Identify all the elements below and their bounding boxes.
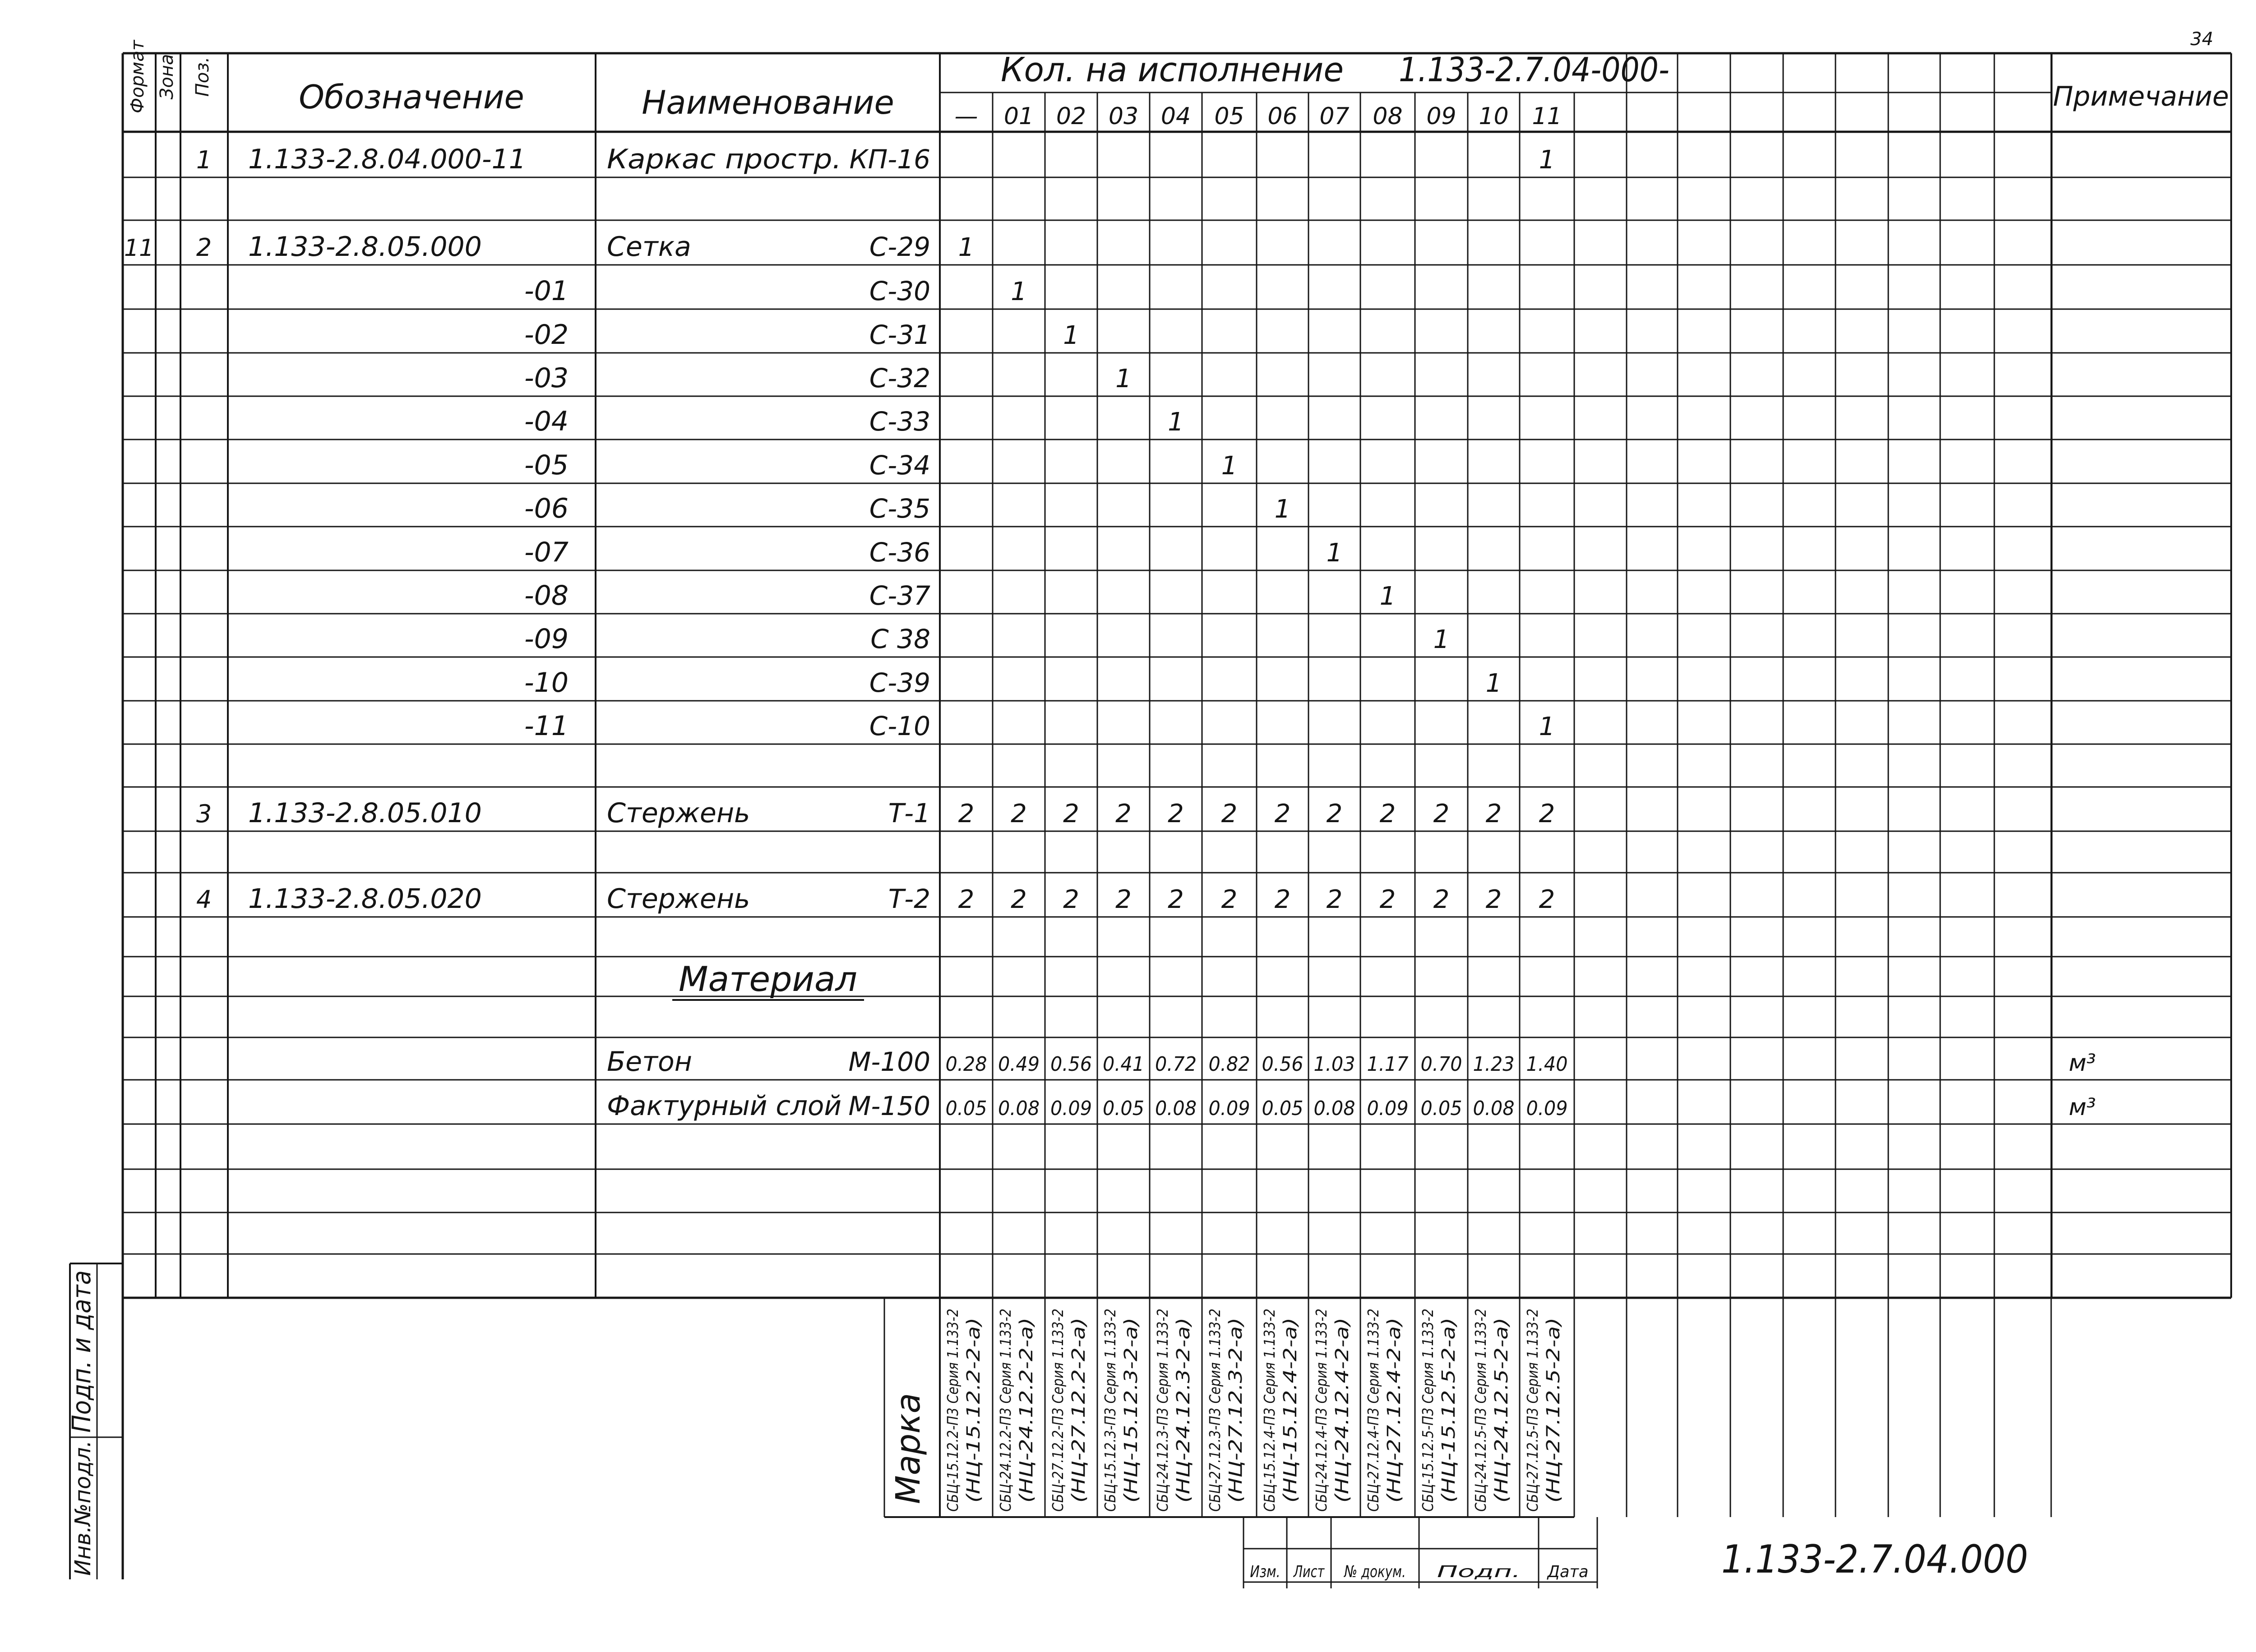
header-zone: Зона [157, 54, 177, 100]
row-mark: С 38 [870, 624, 930, 654]
qty-value: 0.56 [1262, 1053, 1304, 1076]
mark-code: (НЦ-15.12.5-2-а) [1438, 1350, 1459, 1503]
qty-value: 2 [1221, 885, 1238, 914]
row-mark: С-39 [869, 667, 930, 698]
qty-value: 1 [1221, 451, 1238, 481]
mark-designation: СБЦ-24.12.4-П3 Серия 1.133-2 [1313, 1277, 1330, 1512]
variant-label: 01 [1003, 103, 1034, 130]
mark-designation: СБЦ-27.12.2-П3 Серия 1.133-2 [1049, 1277, 1067, 1512]
header-note: Примечание [2053, 81, 2229, 112]
variant-label: 05 [1214, 103, 1244, 130]
qty-value: 0.05 [945, 1097, 987, 1120]
row-note: м³ [2069, 1094, 2096, 1121]
qty-value: 1 [1433, 625, 1450, 654]
mark-code: (НЦ-24.12.2-2-а) [1016, 1350, 1037, 1503]
qty-value: 1 [1326, 538, 1343, 568]
mark-code: (НЦ-15.12.4-2-а) [1280, 1350, 1301, 1503]
qty-value: 0.09 [1526, 1097, 1568, 1120]
qty-value: 2 [1274, 799, 1291, 828]
row-mark: С-37 [869, 580, 930, 611]
qty-value: 2 [1379, 885, 1396, 914]
qty-value: 2 [1485, 885, 1502, 914]
mark-code: (НЦ-24.12.5-2-а) [1491, 1350, 1512, 1503]
mark-designation: СБЦ-27.12.5-П3 Серия 1.133-2 [1524, 1277, 1541, 1512]
row-pos: 2 [196, 233, 212, 262]
row-designation: 1.133-2.8.05.020 [248, 883, 482, 915]
row-designation: -09 [524, 623, 569, 655]
title-block-label: Лист [1293, 1563, 1325, 1581]
mark-designation: СБЦ-24.12.5-П3 Серия 1.133-2 [1472, 1277, 1489, 1512]
row-format: 11 [124, 235, 154, 262]
qty-value: 0.28 [945, 1053, 987, 1076]
qty-value: 1 [1168, 407, 1184, 437]
mark-code: (НЦ-27.12.5-2-а) [1543, 1350, 1564, 1503]
mark-designation: СБЦ-27.12.4-П3 Серия 1.133-2 [1364, 1277, 1382, 1512]
qty-value: 1 [1539, 712, 1555, 741]
variant-label: 09 [1426, 103, 1456, 130]
header-name: Наименование [642, 83, 894, 121]
row-pos: 4 [196, 885, 212, 914]
variant-label: 11 [1532, 103, 1562, 130]
qty-value: 2 [1063, 799, 1079, 828]
title-block-label: Подп. [1437, 1563, 1521, 1581]
header-quantity-title: Кол. на исполнение [1001, 51, 1344, 89]
variant-label: 10 [1479, 103, 1509, 130]
mark-code: (НЦ-15.12.2-2-а) [963, 1350, 984, 1503]
row-mark: С-36 [869, 537, 930, 568]
qty-value: 2 [1274, 885, 1291, 914]
mark-designation: СБЦ-15.12.4-П3 Серия 1.133-2 [1261, 1277, 1278, 1512]
row-mark: М-100 [848, 1046, 930, 1077]
qty-value: 0.08 [1313, 1097, 1355, 1120]
qty-value: 2 [1379, 799, 1396, 828]
row-designation: 1.133-2.8.05.000 [248, 231, 482, 263]
row-mark: С-35 [869, 493, 930, 524]
qty-value: 1.03 [1313, 1053, 1355, 1076]
qty-value: 1 [1274, 495, 1291, 524]
document-code: 1.133-2.7.04.000 [1721, 1537, 2028, 1582]
qty-value: 2 [1433, 885, 1450, 914]
row-mark: С-34 [869, 450, 930, 481]
qty-value: 0.09 [1367, 1097, 1409, 1120]
mark-designation: СБЦ-15.12.2-П3 Серия 1.133-2 [944, 1277, 962, 1512]
row-name: Сетка [607, 231, 691, 263]
header-pos: Поз. [192, 56, 213, 97]
qty-value: 2 [1326, 885, 1343, 914]
qty-value: 2 [1168, 799, 1184, 828]
row-designation: 1.133-2.8.05.010 [248, 797, 482, 829]
qty-value: 0.05 [1420, 1097, 1462, 1120]
row-designation: -03 [524, 362, 569, 394]
qty-value: 1.23 [1473, 1053, 1515, 1076]
variant-label: 02 [1056, 103, 1086, 130]
qty-value: 1 [1115, 364, 1132, 393]
row-designation: -11 [524, 710, 569, 742]
page-number: 34 [2190, 29, 2214, 50]
mark-designation: СБЦ-15.12.3-П3 Серия 1.133-2 [1101, 1277, 1119, 1512]
mark-code: (НЦ-27.12.4-2-а) [1384, 1350, 1405, 1503]
marks-label: Марка [889, 1393, 928, 1504]
qty-value: 2 [1221, 799, 1238, 828]
mark-code: (НЦ-27.12.3-2-а) [1225, 1350, 1246, 1503]
row-designation: -10 [524, 667, 569, 699]
qty-value: 2 [1115, 885, 1132, 914]
row-name: Бетон [607, 1046, 692, 1078]
qty-value: 1 [1485, 669, 1502, 698]
qty-value: 0.05 [1103, 1097, 1144, 1120]
row-designation: -07 [524, 537, 569, 568]
row-mark: С-31 [869, 319, 930, 350]
variant-label: 07 [1319, 103, 1350, 130]
row-name: Стержень [607, 797, 750, 829]
qty-value: 0.41 [1103, 1053, 1144, 1076]
row-designation: -05 [524, 449, 569, 481]
row-designation: 1.133-2.8.04.000-11 [248, 143, 526, 175]
header-format: Формат [127, 40, 148, 114]
qty-value: 1 [1011, 277, 1027, 306]
qty-value: 1 [1063, 321, 1079, 350]
row-name: Каркас простр. [607, 143, 841, 175]
qty-value: 2 [1168, 885, 1184, 914]
header-quantity-code: 1.133-2.7.04-000- [1399, 51, 1669, 89]
row-mark: С-29 [869, 231, 930, 262]
qty-value: 0.72 [1155, 1053, 1197, 1076]
mark-designation: СБЦ-27.12.3-П3 Серия 1.133-2 [1206, 1277, 1224, 1512]
qty-value: 0.82 [1208, 1053, 1250, 1076]
row-name: Стержень [607, 883, 750, 915]
qty-value: 0.49 [998, 1053, 1040, 1076]
row-designation: -04 [524, 406, 569, 437]
header-designation: Обозначение [299, 78, 524, 116]
side-stamp-sign-date: Подп. и дата [67, 1260, 97, 1433]
variant-label: 03 [1108, 103, 1139, 130]
mark-code: (НЦ-24.12.4-2-а) [1332, 1350, 1353, 1503]
qty-value: 2 [1063, 885, 1079, 914]
qty-value: 0.08 [1473, 1097, 1515, 1120]
row-name: Фактурный слой [607, 1090, 841, 1122]
qty-value: 0.56 [1050, 1053, 1092, 1076]
qty-value: 0.08 [998, 1097, 1040, 1120]
row-designation: -06 [524, 493, 569, 524]
row-pos: 1 [196, 146, 212, 174]
title-block-label: Изм. [1250, 1563, 1281, 1581]
qty-value: 1 [1379, 582, 1396, 611]
qty-value: 2 [958, 799, 975, 828]
qty-value: 2 [1539, 885, 1555, 914]
qty-value: 0.09 [1208, 1097, 1250, 1120]
qty-value: 1 [958, 233, 975, 262]
variant-label: 04 [1160, 103, 1191, 130]
row-mark: С-32 [869, 363, 930, 393]
title-block-label: № докум. [1343, 1563, 1406, 1581]
mark-designation: СБЦ-24.12.2-П3 Серия 1.133-2 [997, 1277, 1014, 1512]
qty-value: 1.40 [1526, 1053, 1568, 1076]
mark-code: (НЦ-27.12.2-2-а) [1068, 1350, 1089, 1503]
qty-value: 2 [1011, 885, 1027, 914]
text-layer [67, 29, 2229, 1582]
variant-label: — [954, 103, 978, 130]
qty-value: 2 [1326, 799, 1343, 828]
row-mark: С-33 [869, 406, 930, 437]
row-mark: М-150 [848, 1091, 930, 1121]
row-designation: -08 [524, 580, 569, 611]
mark-designation: СБЦ-24.12.3-П3 Серия 1.133-2 [1154, 1277, 1171, 1512]
qty-value: 2 [958, 885, 975, 914]
row-mark: С-10 [869, 711, 930, 741]
row-mark: Т-1 [888, 798, 930, 828]
qty-value: 0.70 [1420, 1053, 1462, 1076]
mark-code: (НЦ-15.12.3-2-а) [1121, 1350, 1142, 1503]
qty-value: 2 [1433, 799, 1450, 828]
qty-value: 2 [1011, 799, 1027, 828]
qty-value: 0.08 [1155, 1097, 1197, 1120]
qty-value: 2 [1115, 799, 1132, 828]
qty-value: 1.17 [1367, 1053, 1409, 1076]
qty-value: 0.09 [1050, 1097, 1092, 1120]
title-block-label: Дата [1546, 1563, 1589, 1581]
row-pos: 3 [196, 800, 212, 828]
qty-value: 1 [1539, 145, 1555, 175]
section-heading-material: Материал [679, 959, 857, 999]
mark-code: (НЦ-24.12.3-2-а) [1173, 1350, 1194, 1503]
row-mark: С-30 [869, 276, 930, 306]
mark-designation: СБЦ-15.12.5-П3 Серия 1.133-2 [1419, 1277, 1437, 1512]
qty-value: 0.05 [1262, 1097, 1304, 1120]
side-stamp-inv-no: Инв.№подл. [70, 1440, 96, 1576]
row-mark: КП-16 [849, 144, 930, 175]
row-mark: Т-2 [888, 884, 930, 914]
variant-label: 06 [1267, 103, 1298, 130]
qty-value: 2 [1539, 799, 1555, 828]
row-designation: -02 [524, 319, 569, 351]
qty-value: 2 [1485, 799, 1502, 828]
row-note: м³ [2069, 1050, 2096, 1077]
variant-label: 08 [1373, 103, 1403, 130]
row-designation: -01 [524, 275, 569, 307]
